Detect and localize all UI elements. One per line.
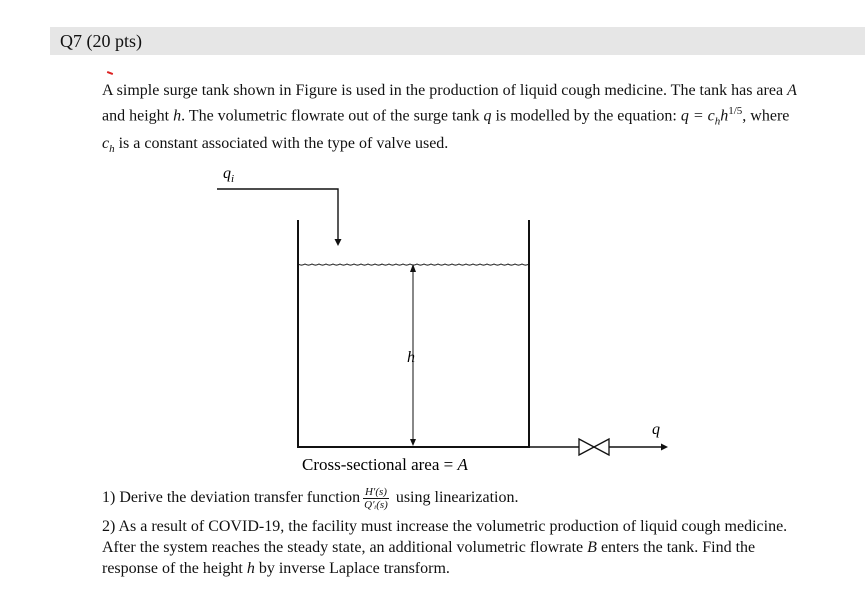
constant-subscript: h: [109, 142, 115, 155]
task-1-text: 1) Derive the deviation transfer function: [102, 489, 361, 507]
valve-icon: [579, 439, 609, 455]
equation-exponent: 1/5: [728, 105, 743, 117]
tank-diagram: [95, 150, 695, 480]
inlet-flow-label: $q_i$: [223, 165, 235, 185]
question-header: [50, 27, 865, 55]
task-2-text: 2) As a result of COVID-19, the facility must increase the volumetric production of liquid cough medicine. After the system reaches the steady state, an additional volumetric flowrate: [102, 518, 788, 556]
outlet-arrow-head: [661, 444, 668, 451]
equation-base: h: [720, 107, 729, 125]
inlet-arrow-head: [335, 239, 342, 246]
intro-text-4: is modelled by the equation:: [491, 107, 681, 125]
liquid-surface: [298, 264, 529, 265]
height-h-variable: h: [246, 560, 255, 577]
intro-text-5: , where: [742, 107, 790, 125]
red-annotation-mark: [107, 71, 113, 75]
area-variable: A: [787, 82, 797, 99]
outlet-flow-label: q: [652, 421, 660, 438]
intro-text-3: . The volumetric flowrate out of the surge tank: [181, 107, 484, 125]
task-1-text-end: using linearization.: [391, 489, 519, 507]
constant-variable: c: [102, 134, 110, 152]
task-2-text-end: by inverse Laplace transform.: [254, 560, 450, 577]
intro-text-1: A simple surge tank shown in Figure is used in the production of liquid cough medicine. The tank has area: [102, 82, 788, 99]
flowrate-b-variable: B: [587, 539, 597, 556]
task-2-text-mid: enters the tank. Find the response of the height: [102, 539, 756, 577]
fraction-denominator: Q′ᵢ(s): [364, 499, 388, 511]
height-variable: h: [173, 107, 182, 125]
inlet-pipe: [217, 189, 338, 242]
figure-caption: Cross-sectional area = A: [302, 455, 468, 474]
task-2: [102, 516, 814, 579]
problem-statement: [102, 80, 802, 160]
intro-text-2: and height: [102, 107, 174, 125]
flow-variable: q: [483, 107, 492, 125]
task-1: [102, 486, 518, 511]
equation-lhs: q = c: [680, 107, 715, 125]
transfer-function-fraction: [363, 486, 389, 511]
intro-text-6: is a constant associated with the type of valve used.: [114, 134, 449, 152]
question-title: Q7 (20 pts): [60, 31, 142, 51]
height-label: h: [407, 349, 415, 366]
surge-tank-figure: [95, 150, 695, 485]
height-arrow-bottom: [410, 439, 416, 446]
equation-subscript: h: [714, 115, 721, 128]
fraction-numerator: H′(s): [364, 486, 387, 498]
